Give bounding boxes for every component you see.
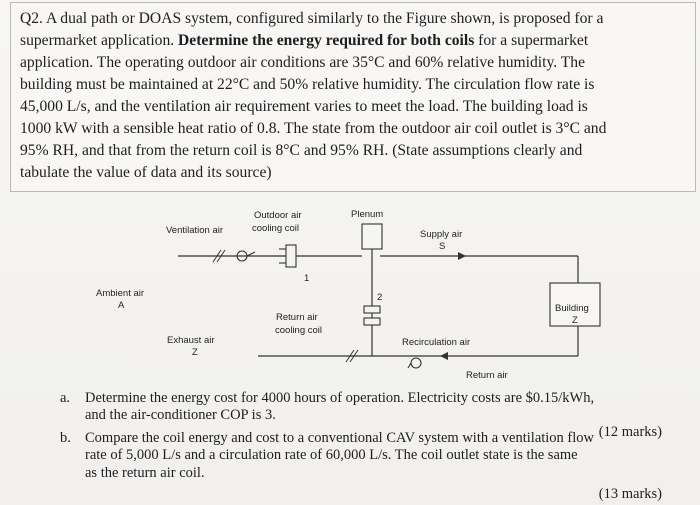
ambient-air-label: Ambient air	[96, 288, 145, 299]
question-text: building must be maintained at 22°C and 50% relative humidity. The circulation flow rate is	[20, 76, 595, 93]
task-b-marks: (13 marks)	[598, 486, 662, 502]
supply-air-label: Supply air	[420, 229, 463, 240]
return-air-coil-label: Return air	[276, 312, 318, 323]
return-air-coil-label-2: cooling coil	[275, 325, 322, 336]
building-symbol: Z	[572, 315, 578, 326]
exhaust-air-label: Exhaust air	[167, 335, 215, 346]
plenum-box	[362, 224, 382, 249]
supply-air-symbol: S	[439, 241, 446, 252]
question-emphasis: Determine the energy required for both coils	[178, 32, 475, 49]
building-label: Building	[555, 303, 589, 314]
exhaust-air-symbol: Z	[192, 347, 198, 358]
return-air-label: Return air	[466, 370, 508, 381]
question-text: supermarket application.	[20, 32, 179, 49]
task-b-letter: b.	[60, 430, 71, 446]
task-b-line-2: rate of 5,000 L/s and a circulation rate of 60,000 L/s. The coil outlet state is the same	[85, 447, 578, 463]
question-line-2	[20, 31, 588, 50]
question-line-1	[20, 9, 603, 28]
task-b-line-3: as the return air coil.	[85, 465, 205, 481]
diagram-labels	[96, 209, 589, 381]
coil-1-number: 1	[304, 273, 310, 284]
ambient-air-symbol: A	[118, 300, 125, 311]
outdoor-air-coil-label: Outdoor air	[254, 210, 302, 221]
question-text: 95% RH, and that from the return coil is 8°C and 95% RH. (State assumptions clearly and	[20, 142, 583, 159]
question-text: 1000 kW with a sensible heat ratio of 0.8. The state from the outdoor air coil outlet is 3°C and	[20, 120, 607, 137]
question-line-6	[20, 119, 606, 138]
dual-path-system-diagram	[0, 195, 700, 385]
question-text: 45,000 L/s, and the ventilation air requirement varies to meet the load. The building load is	[20, 98, 588, 115]
question-text: tabulate the value of data and its source)	[20, 164, 272, 181]
question-text: application. The operating outdoor air conditions are 35°C and 60% relative humidity. The	[20, 54, 586, 71]
task-a-letter: a.	[60, 390, 71, 406]
recirculation-air-label: Recirculation air	[402, 337, 471, 348]
task-b-line-1: Compare the coil energy and cost to a conventional CAV system with a ventilation flow	[85, 430, 595, 446]
question-line-4	[20, 75, 594, 94]
fan-symbols	[237, 251, 421, 368]
coil-2-number: 2	[377, 292, 383, 303]
ventilation-air-label: Ventilation air	[166, 225, 224, 236]
question-text: for a supermarket	[474, 32, 589, 49]
plenum-label: Plenum	[351, 209, 384, 220]
task-a-line-1: Determine the energy cost for 4000 hours of operation. Electricity costs are $0.15/kWh,	[85, 390, 595, 406]
task-a-marks: (12 marks)	[598, 424, 662, 440]
outdoor-air-coil-label-2: cooling coil	[252, 223, 299, 234]
question-line-3	[20, 53, 585, 72]
question-text: Q2. A dual path or DOAS system, configured similarly to the Figure shown, is proposed for a	[20, 10, 604, 27]
question-line-7	[20, 141, 582, 160]
task-a-line-2: and the air-conditioner COP is 3.	[85, 407, 276, 423]
question-line-8	[20, 163, 272, 182]
question-line-5	[20, 97, 588, 116]
